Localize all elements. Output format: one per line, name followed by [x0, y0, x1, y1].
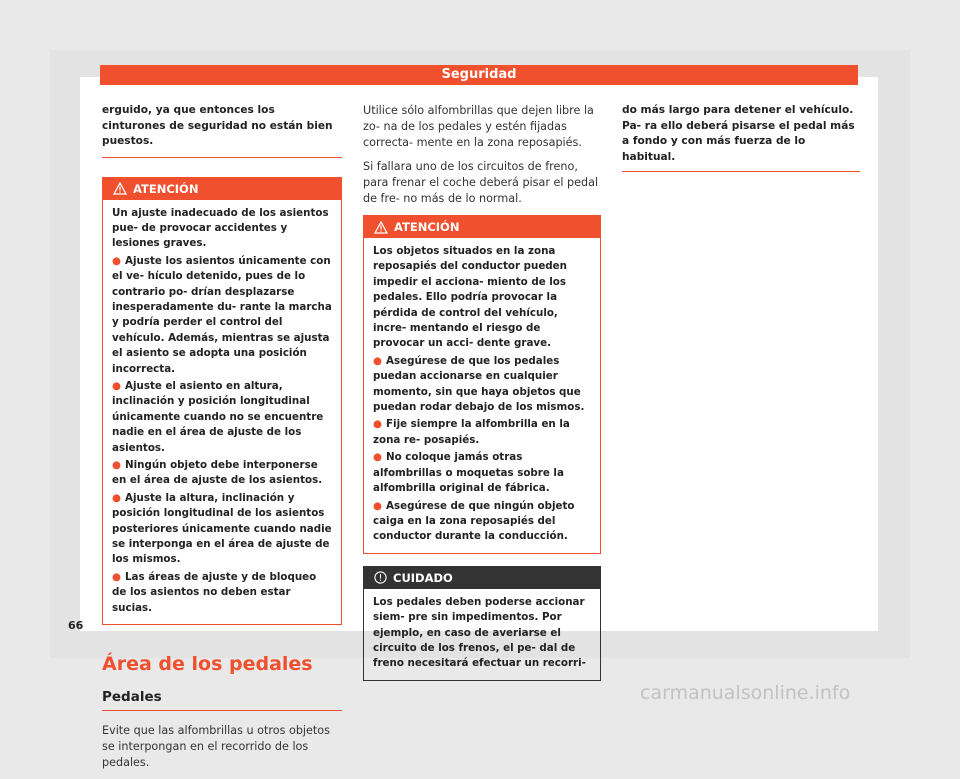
continued-text: do más largo para detener el vehículo. Pa- ra ello deberá pisarse el pedal más a fondo y con más fuerza de lo habitual.: [622, 104, 855, 163]
warning-bullet: ● Asegúrese de que los pedales puedan accionarse en cualquier momento, sin que haya objetos que puedan rodar debajo de los mismos.: [373, 354, 585, 414]
warning-header: [364, 216, 600, 238]
warning-box: [102, 177, 342, 626]
caution-title: CUIDADO: [393, 570, 453, 585]
column-right: [622, 103, 860, 172]
body-paragraph: Utilice sólo alfombrillas que dejen libre la zo- na de los pedales y estén fijadas correcta- mente en la zona reposapiés.: [363, 104, 594, 149]
bullet-icon: ●: [112, 254, 121, 267]
bullet-icon: ●: [373, 499, 382, 512]
bullet-icon: ●: [373, 354, 382, 367]
section-title: Área de los pedales: [102, 653, 313, 676]
body-paragraph: Si fallara uno de los circuitos de freno, para frenar el coche deberá pisar el pedal de fre- no más de lo normal.: [363, 160, 599, 205]
warning-header: [103, 178, 341, 200]
warning-lead: Un ajuste inadecuado de los asientos pue- de provocar accidentes y lesiones graves.: [112, 206, 329, 250]
body-paragraph: Evite que las alfombrillas u otros objetos se interpongan en el recorrido de los pedales.: [102, 724, 330, 770]
warning-box: [363, 215, 601, 554]
divider: [622, 171, 860, 172]
bullet-icon: ●: [373, 451, 382, 464]
intro-text: erguido, ya que entonces los cinturones de seguridad no están bien puestos.: [102, 104, 333, 147]
subsection-title: Pedales: [102, 689, 162, 706]
warning-triangle-icon: [113, 182, 127, 195]
caution-text: Los pedales deben poderse accionar siem- pre sin impedimentos. Por ejemplo, en caso de averiarse el circuito de los frenos, el pe- dal de freno necesitará efectuar un recorri-: [373, 595, 586, 670]
bullet-icon: ●: [112, 570, 121, 583]
warning-triangle-icon: [374, 221, 388, 234]
caution-header: [364, 567, 600, 589]
warning-bullet: ● Ajuste los asientos únicamente con el ve- hículo detenido, pues de lo contrario po- drían desplazarse inesperadamente du- rante la marcha y podría perder el control del vehículo. Además, mientras se ajusta el asiento se adopta una posición incorrecta.: [112, 254, 332, 375]
warning-bullet: ● Ajuste la altura, inclinación y posición longitudinal de los asientos posteriores únicamente cuando nadie se interponga en el área de ajuste de los mismos.: [112, 491, 332, 566]
warning-bullet: ● No coloque jamás otras alfombrillas o moquetas sobre la alfombrilla original de fábrica.: [373, 451, 564, 495]
bullet-icon: ●: [112, 491, 121, 504]
section-header: [100, 65, 858, 85]
divider: [102, 710, 342, 711]
warning-body: [364, 238, 600, 553]
warning-bullet: ● Ajuste el asiento en altura, inclinación y posición longitudinal únicamente cuando no se encuentre nadie en el área de ajuste de los asientos.: [112, 379, 324, 454]
warning-lead: Los objetos situados en la zona reposapiés del conductor pueden impedir el acciona- miento de los pedales. Ello podría provocar la pérdida de control del vehículo, incre- mentando el riesgo de provocar un acci- dente grave.: [373, 245, 567, 350]
warning-bullet: ● Asegúrese de que ningún objeto caiga en la zona reposapiés del conductor durante la conducción.: [373, 499, 575, 543]
warning-title: ATENCIÓN: [394, 220, 460, 234]
divider: [102, 157, 342, 158]
caution-body: [364, 589, 600, 680]
bullet-icon: ●: [112, 459, 121, 471]
watermark: carmanualsonline.info: [640, 682, 851, 704]
warning-title: ATENCIÓN: [133, 181, 199, 196]
page-number: 66: [68, 619, 84, 632]
header-title: Seguridad: [441, 67, 517, 82]
warning-bullet: ● Fije siempre la alfombrilla en la zona re- posapiés.: [373, 418, 570, 446]
column-middle: [363, 103, 601, 681]
bullet-icon: ●: [373, 418, 382, 431]
caution-box: [363, 566, 601, 681]
bullet-icon: ●: [112, 379, 121, 392]
warning-bullet: ● Las áreas de ajuste y de bloqueo de los asientos no deben estar sucias.: [112, 570, 317, 614]
warning-bullet: ● Ningún objeto debe interponerse en el área de ajuste de los asientos.: [112, 459, 323, 487]
column-left: [102, 103, 342, 779]
info-circle-icon: [374, 571, 387, 584]
warning-body: [103, 200, 341, 625]
